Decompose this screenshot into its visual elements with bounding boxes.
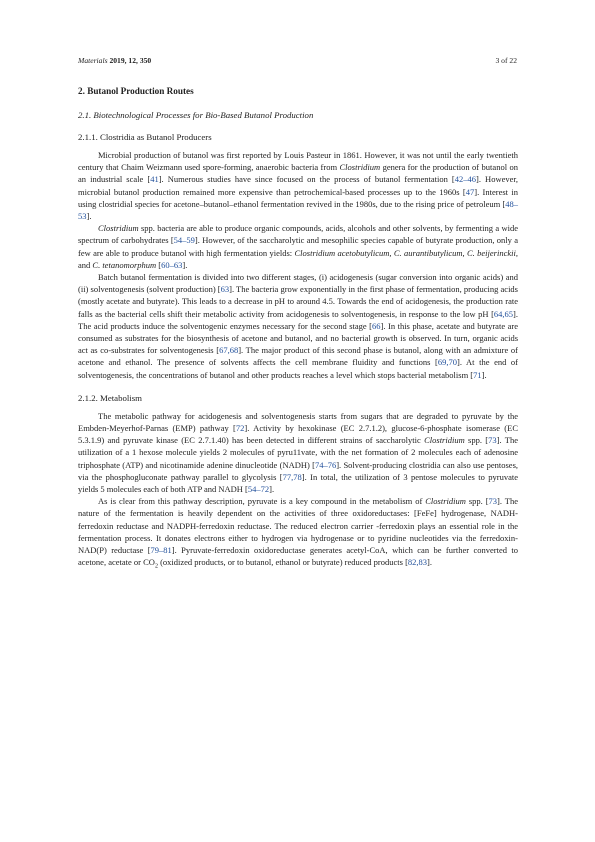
text-run: ]. The utilization of a 1 hexose molecule yields 2 molecules of pyru11vate, with the net formation of 2 molecules each of adenosine triphosphate (ATP) and nicotinamide adenine dinucleotide (NADH) [ bbox=[78, 435, 518, 470]
italic-term: Clostridium acetobutylicum bbox=[294, 247, 390, 258]
citation-link[interactable]: 64,65 bbox=[493, 308, 514, 319]
paragraph bbox=[78, 149, 518, 222]
paragraph bbox=[78, 495, 518, 573]
text-run: As is clear from this pathway description, pyruvate is a key compound in the metabolism of bbox=[98, 496, 426, 507]
section-title: 2. Butanol Production Routes bbox=[78, 86, 194, 96]
citation-link[interactable]: 54–59 bbox=[173, 235, 195, 246]
citation-link[interactable]: 54–72 bbox=[247, 484, 270, 495]
text-run: ]. However, microbial butanol production remained more expensive than petrochemical-based processes up to the 1960s [ bbox=[78, 174, 518, 197]
italic-term: Clostridium bbox=[339, 162, 381, 173]
text-run: ]. At the end of solventogenesis, the concentrations of butanol and other products reaches a level which stops bacterial metabolism [ bbox=[78, 357, 518, 380]
citation-link[interactable]: 73 bbox=[488, 496, 498, 507]
citation-link[interactable]: 66 bbox=[372, 320, 381, 331]
text-run: ]. Interest in using clostridial species for acetone–butanol–ethanol fermentation revived in the 1980s, due to the rising price of petroleum [ bbox=[78, 186, 518, 209]
citation-link[interactable]: 47 bbox=[465, 186, 475, 197]
citation-link[interactable]: 67,68 bbox=[219, 345, 239, 356]
citation-link[interactable]: 72 bbox=[235, 423, 245, 434]
page-number: 3 of 22 bbox=[495, 56, 517, 65]
paragraph bbox=[78, 222, 518, 271]
text-run: ]. bbox=[182, 259, 188, 270]
text-run: ]. Numerous studies have since focused on the process of butanol fermentation [ bbox=[158, 174, 455, 185]
paragraph bbox=[78, 271, 518, 381]
text-run: , and bbox=[78, 247, 518, 270]
citation-link[interactable]: 74–76 bbox=[314, 459, 337, 470]
italic-term: C. beijerinckii bbox=[467, 247, 516, 258]
text-run: ]. The nature of the fermentation is heavily dependent on the activities of three oxidoreductases: [FeFe] hydrogenase, NADH-ferredoxin reductase and NADPH-ferredoxin reductase. The reduced electron carrier -ferredoxin plays an essential role in the fermentation process. It donates electrons either to hydrogen via hydrogenase or to pyridine nucleotides via the ferredoxin-NAD(P) reductase [ bbox=[78, 496, 518, 556]
citation-link[interactable]: 77,78 bbox=[282, 471, 302, 482]
paragraph bbox=[78, 410, 518, 495]
italic-term: C. aurantibutylicum bbox=[393, 247, 463, 258]
text-run: ]. However, of the saccharolytic and mesophilic species capable of butyrate production, only a few are able to produce butanol with high fermentation yields: bbox=[78, 235, 518, 258]
text-run: ]. Activity by hexokinase (EC 2.7.1.2), glucose-6-phosphate isomerase (EC 5.3.1.9) and pyruvate kinase (EC 2.7.1.40) has been detected in different strains of saccharolytic bbox=[78, 423, 518, 446]
citation-link[interactable]: 48–53 bbox=[78, 198, 518, 222]
text-run: genera for the production of butanol on an industrial scale [ bbox=[78, 162, 518, 185]
text-run: ]. Solvent-producing clostridia can also use pentoses, via the phosphogluconate pathway parallel to glycolysis [ bbox=[78, 459, 518, 482]
italic-term: Clostridium bbox=[424, 435, 465, 446]
text-run: (oxidized products, or to butanol, ethanol or butyrate) reduced products [ bbox=[157, 557, 408, 568]
text-run: ]. bbox=[269, 484, 275, 495]
running-header-journal bbox=[78, 56, 151, 65]
citation-link[interactable]: 42–46 bbox=[454, 174, 477, 185]
journal-name: Materials bbox=[78, 56, 108, 65]
text-run: , bbox=[462, 247, 468, 258]
text-run: spp. [ bbox=[464, 435, 489, 446]
text-run: ]. The acid products induce the solventogenic enzymes necessary for the second stage [ bbox=[78, 308, 518, 331]
italic-term: Clostridium bbox=[425, 496, 466, 507]
citation-link[interactable]: 63 bbox=[220, 284, 230, 295]
citation-link[interactable]: 71 bbox=[473, 369, 482, 380]
text-run: spp. [ bbox=[465, 496, 489, 507]
text-run: Microbial production of butanol was first reported by Louis Pasteur in 1861. However, it was not until the early twentieth century that Chaim Weizmann used spore-forming, anaerobic bacteria from bbox=[78, 150, 518, 173]
text-run: spp. bacteria are able to produce organic compounds, acids, alcohols and other solvents, by fermenting a wide spectrum of carbohydrates [ bbox=[78, 223, 518, 246]
text-run: ]. bbox=[86, 211, 92, 222]
text-run: The metabolic pathway for acidogenesis and solventogenesis starts from sugars that are degraded to pyruvate by the Embden-Meyerhof-Parnas (EMP) pathway [ bbox=[78, 410, 518, 434]
text-run: ]. bbox=[481, 369, 487, 380]
italic-term: C. tetanomorphum bbox=[92, 259, 157, 270]
text-run: ]. The major product of this second phase is butanol, along with an admixture of acetone and ethanol. The presence of solvents affects the cell membrane fluidity and functions [ bbox=[78, 345, 518, 368]
subsubsection-title-metabolism: 2.1.2. Metabolism bbox=[78, 392, 143, 403]
citation-link[interactable]: 82,83 bbox=[407, 557, 428, 568]
text-run: Batch butanol fermentation is divided into two different stages, (i) acidogenesis (sugar conversion into organic acids) and (ii) solventogenesis (solvent production) [ bbox=[78, 272, 518, 295]
text-run: ]. In this phase, acetate and butyrate are consumed as substrates for the biosynthesis of acetone and butanol, and no bacterial growth is observed. In turn, organic acids act as co-substrates for solventogenesis [ bbox=[78, 320, 518, 356]
text-run: ]. Pyruvate-ferredoxin oxidoreductase generates acetyl-CoA, which can be further converted to acetone, acetate or CO bbox=[78, 545, 518, 568]
italic-term: Clostridium bbox=[98, 223, 139, 234]
subsubsection-title-clostridia: 2.1.1. Clostridia as Butanol Producers bbox=[78, 132, 212, 142]
text-run: ]. bbox=[427, 557, 432, 568]
subscript: 2 bbox=[154, 563, 158, 570]
volume-info: 2019, 12, 350 bbox=[109, 56, 152, 65]
text-run: [ bbox=[156, 259, 162, 270]
text-run: ]. The bacteria grow exponentially in the first phase of fermentation, producing acids (mostly acetate and butyrate). This leads to a decrease in pH to around 4.5. Towards the end of acidogenesis, the production rate falls as the bacterial cells shift their metabolic activity from acidogenesis to solventogenesis, in response to the low pH [ bbox=[78, 284, 518, 319]
text-run: ]. In total, the utilization of 3 pentose molecules to pyruvate yields 5 molecules each of both ATP and NADH [ bbox=[78, 471, 518, 495]
text-run: , bbox=[389, 247, 394, 258]
subsection-title: 2.1. Biotechnological Processes for Bio-Based Butanol Production bbox=[78, 110, 314, 120]
citation-link[interactable]: 60–63 bbox=[161, 259, 183, 270]
citation-link[interactable]: 69,70 bbox=[437, 357, 457, 368]
article-body bbox=[78, 86, 518, 573]
citation-link[interactable]: 73 bbox=[488, 435, 497, 446]
citation-link[interactable]: 41 bbox=[150, 174, 159, 185]
citation-link[interactable]: 79–81 bbox=[150, 545, 172, 556]
